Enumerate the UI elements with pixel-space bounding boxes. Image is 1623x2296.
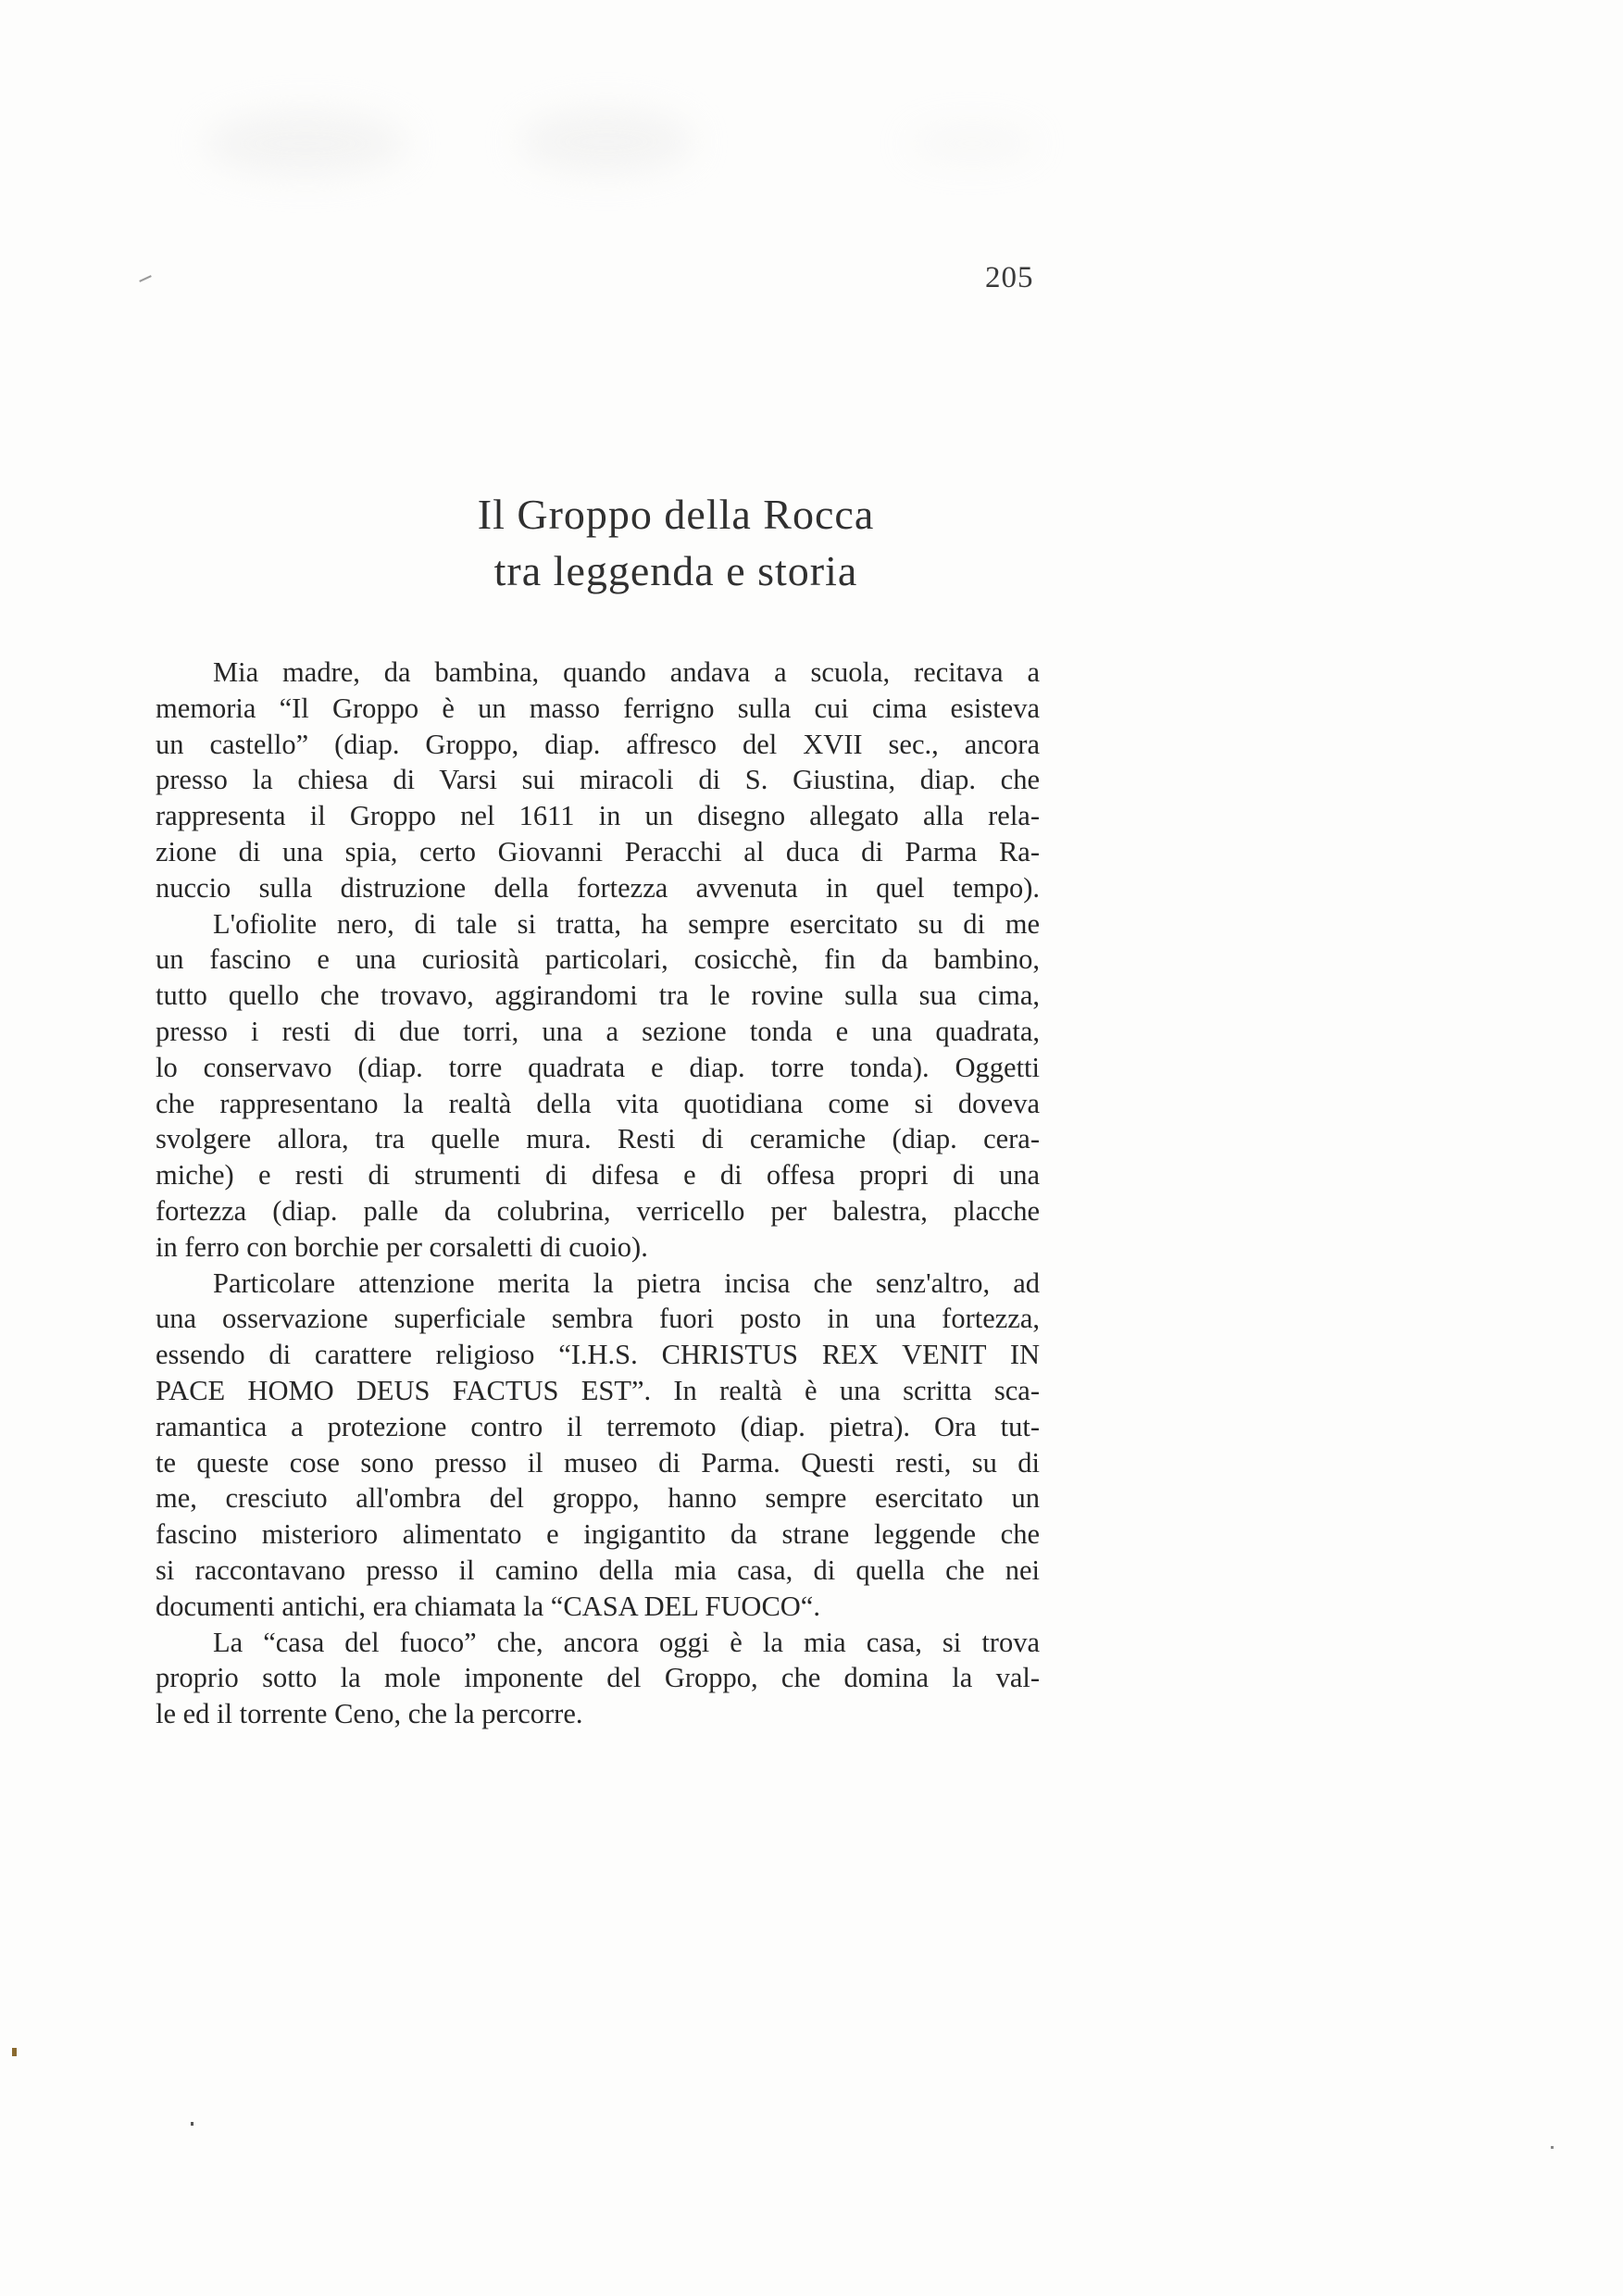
text-line: documenti antichi, era chiamata la “CASA DEL FUOCO“.: [156, 1590, 820, 1622]
text-line: fascino misterioro alimentato e ingigantito da strane leggende che: [156, 1518, 1040, 1551]
text-line: si raccontavano presso il camino della mia casa, di quella che nei: [156, 1554, 1040, 1586]
text-line: svolgere allora, tra quelle mura. Resti di ceramiche (diap. cera-: [156, 1123, 1040, 1155]
title-line-1: Il Groppo della Rocca: [477, 491, 875, 538]
text-line: memoria “Il Groppo è un masso ferrigno sulla cui cima esisteva: [156, 692, 1040, 724]
text-line: tutto quello che trovavo, aggirandomi tra le rovine sulla sua cima,: [156, 980, 1040, 1012]
text-line: rappresenta il Groppo nel 1611 in un disegno allegato alla rela-: [156, 800, 1040, 832]
body-text: [156, 655, 1040, 1732]
text-line: L'ofiolite nero, di tale si tratta, ha sempre esercitato su di me: [213, 907, 1040, 940]
text-line: Particolare attenzione merita la pietra incisa che senz'altro, ad: [213, 1267, 1040, 1299]
text-line: me, cresciuto all'ombra del groppo, hanno sempre esercitato un: [156, 1482, 1040, 1515]
text-line: nuccio sulla distruzione della fortezza avvenuta in quel tempo).: [156, 871, 1040, 904]
scan-speck: [12, 2048, 17, 2056]
text-line: Mia madre, da bambina, quando andava a scuola, recitava a: [213, 656, 1040, 688]
text-line: PACE HOMO DEUS FACTUS EST”. In realtà è una scritta sca-: [156, 1374, 1040, 1406]
text-line: che rappresentano la realtà della vita quotidiana come si doveva: [156, 1087, 1040, 1119]
text-line: fortezza (diap. palle da colubrina, verricello per balestra, placche: [156, 1194, 1040, 1227]
scan-speck: [1551, 2146, 1554, 2149]
text-line: te queste cose sono presso il museo di Parma. Questi resti, su di: [156, 1446, 1040, 1479]
text-line: ramantica a protezione contro il terremoto (diap. pietra). Ora tut-: [156, 1410, 1040, 1442]
chapter-title: [333, 486, 1018, 599]
text-line: presso la chiesa di Varsi sui miracoli di S. Giustina, diap. che: [156, 764, 1040, 796]
text-line: proprio sotto la mole imponente del Groppo, che domina la val-: [156, 1662, 1040, 1694]
text-line: in ferro con borchie per corsaletti di cuoio).: [156, 1230, 648, 1263]
scan-speck: [191, 2122, 194, 2126]
text-line: zione di una spia, certo Giovanni Peracchi al duca di Parma Ra-: [156, 835, 1040, 867]
text-line: un fascino e una curiosità particolari, cosicchè, fin da bambino,: [156, 943, 1040, 976]
text-line: La “casa del fuoco” che, ancora oggi è la mia casa, si trova: [213, 1626, 1040, 1658]
show-through-smudge: [907, 125, 1037, 162]
text-line: un castello” (diap. Groppo, diap. affresco del XVII sec., ancora: [156, 728, 1040, 760]
text-line: una osservazione superficiale sembra fuori posto in una fortezza,: [156, 1303, 1040, 1335]
show-through-smudge: [518, 109, 694, 174]
text-line: essendo di carattere religioso “I.H.S. CHRISTUS REX VENIT IN: [156, 1339, 1040, 1371]
text-line: le ed il torrente Ceno, che la percorre.: [156, 1698, 583, 1730]
show-through-smudge: [204, 111, 407, 176]
text-line: miche) e resti di strumenti di difesa e di offesa propri di una: [156, 1159, 1040, 1192]
title-line-2: tra leggenda e storia: [493, 547, 858, 594]
scan-speck: [139, 275, 152, 282]
text-line: lo conservavo (diap. torre quadrata e diap. torre tonda). Oggetti: [156, 1051, 1040, 1083]
page-number: 205: [985, 261, 1034, 294]
text-line: presso i resti di due torri, una a sezione tonda e una quadrata,: [156, 1015, 1040, 1047]
